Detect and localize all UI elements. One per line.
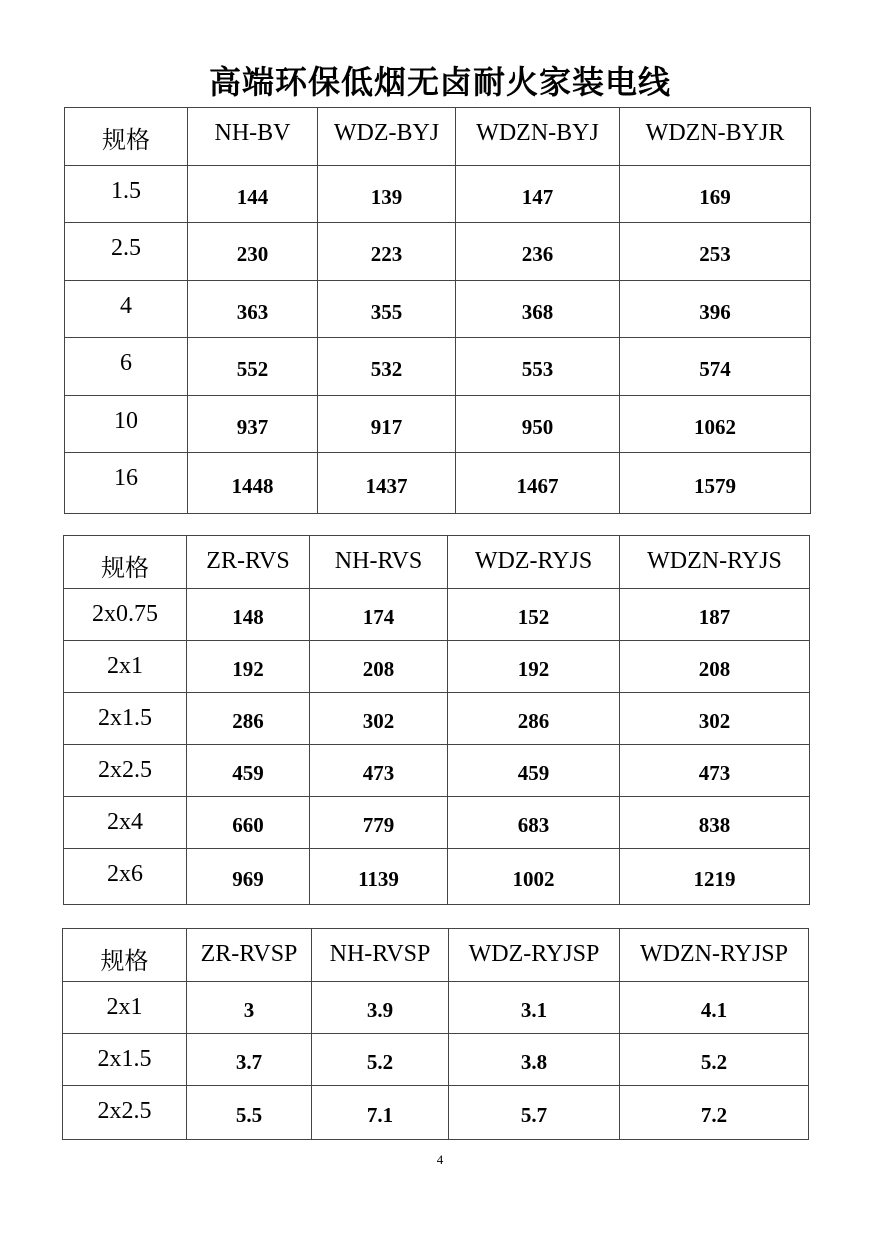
header-cell: WDZ-BYJ	[318, 108, 456, 166]
value-cell: 253	[620, 223, 811, 281]
value-cell: 779	[310, 797, 448, 849]
table-row	[64, 797, 810, 849]
value-cell: 1002	[448, 849, 620, 905]
value-cell: 459	[448, 745, 620, 797]
page-title: 高端环保低烟无卤耐火家装电线	[208, 63, 671, 101]
spec-cell: 2x2.5	[63, 1086, 187, 1140]
table-row	[65, 223, 811, 281]
value-cell: 7.1	[312, 1086, 449, 1140]
table-row	[63, 1086, 809, 1140]
table-row	[65, 338, 811, 396]
value-cell: 144	[188, 166, 318, 223]
value-cell: 917	[318, 396, 456, 453]
price-table-3	[62, 928, 809, 1140]
value-cell: 147	[456, 166, 620, 223]
price-table-1	[64, 107, 811, 514]
header-cell: WDZ-RYJSP	[449, 929, 620, 982]
table-row	[65, 396, 811, 453]
header-cell: WDZN-BYJR	[620, 108, 811, 166]
spec-cell: 2x2.5	[64, 745, 187, 797]
table-row	[64, 849, 810, 905]
value-cell: 223	[318, 223, 456, 281]
value-cell: 3.1	[449, 982, 620, 1034]
value-cell: 174	[310, 589, 448, 641]
spec-cell: 2.5	[65, 223, 188, 281]
value-cell: 368	[456, 281, 620, 338]
value-cell: 5.7	[449, 1086, 620, 1140]
value-cell: 302	[310, 693, 448, 745]
value-cell: 950	[456, 396, 620, 453]
header-cell: WDZ-RYJS	[448, 536, 620, 589]
value-cell: 286	[448, 693, 620, 745]
value-cell: 3.8	[449, 1034, 620, 1086]
table-header-row	[63, 929, 809, 982]
value-cell: 3	[187, 982, 312, 1034]
table-row	[63, 1034, 809, 1086]
value-cell: 139	[318, 166, 456, 223]
header-cell: 规格	[64, 536, 187, 589]
value-cell: 5.2	[620, 1034, 809, 1086]
table-row	[65, 453, 811, 514]
value-cell: 187	[620, 589, 810, 641]
header-cell: ZR-RVS	[187, 536, 310, 589]
spec-cell: 2x1.5	[64, 693, 187, 745]
value-cell: 4.1	[620, 982, 809, 1034]
value-cell: 396	[620, 281, 811, 338]
value-cell: 473	[310, 745, 448, 797]
spec-cell: 2x6	[64, 849, 187, 905]
value-cell: 1437	[318, 453, 456, 514]
price-table-2	[63, 535, 810, 905]
value-cell: 1579	[620, 453, 811, 514]
header-cell: WDZN-BYJ	[456, 108, 620, 166]
table-row	[63, 982, 809, 1034]
page-number: 4	[436, 1152, 444, 1167]
value-cell: 152	[448, 589, 620, 641]
value-cell: 355	[318, 281, 456, 338]
value-cell: 3.9	[312, 982, 449, 1034]
spec-cell: 2x1	[64, 641, 187, 693]
value-cell: 3.7	[187, 1034, 312, 1086]
value-cell: 236	[456, 223, 620, 281]
header-cell: 规格	[65, 108, 188, 166]
header-cell: NH-RVS	[310, 536, 448, 589]
value-cell: 552	[188, 338, 318, 396]
spec-cell: 1.5	[65, 166, 188, 223]
value-cell: 969	[187, 849, 310, 905]
spec-cell: 4	[65, 281, 188, 338]
value-cell: 230	[188, 223, 318, 281]
header-cell: ZR-RVSP	[187, 929, 312, 982]
value-cell: 937	[188, 396, 318, 453]
value-cell: 683	[448, 797, 620, 849]
table-header-row	[65, 108, 811, 166]
spec-cell: 10	[65, 396, 188, 453]
value-cell: 169	[620, 166, 811, 223]
table-row	[64, 641, 810, 693]
value-cell: 1219	[620, 849, 810, 905]
value-cell: 363	[188, 281, 318, 338]
value-cell: 1448	[188, 453, 318, 514]
table-row	[65, 166, 811, 223]
header-cell: WDZN-RYJSP	[620, 929, 809, 982]
value-cell: 532	[318, 338, 456, 396]
value-cell: 553	[456, 338, 620, 396]
value-cell: 286	[187, 693, 310, 745]
value-cell: 5.5	[187, 1086, 312, 1140]
value-cell: 838	[620, 797, 810, 849]
value-cell: 192	[187, 641, 310, 693]
spec-cell: 2x1.5	[63, 1034, 187, 1086]
value-cell: 473	[620, 745, 810, 797]
spec-cell: 16	[65, 453, 188, 514]
table-row	[64, 693, 810, 745]
header-cell: NH-RVSP	[312, 929, 449, 982]
spec-cell: 2x1	[63, 982, 187, 1034]
value-cell: 208	[310, 641, 448, 693]
value-cell: 208	[620, 641, 810, 693]
table-row	[64, 589, 810, 641]
header-cell: NH-BV	[188, 108, 318, 166]
value-cell: 660	[187, 797, 310, 849]
value-cell: 302	[620, 693, 810, 745]
spec-cell: 6	[65, 338, 188, 396]
table-row	[64, 745, 810, 797]
value-cell: 192	[448, 641, 620, 693]
header-cell: WDZN-RYJS	[620, 536, 810, 589]
value-cell: 1062	[620, 396, 811, 453]
table-row	[65, 281, 811, 338]
value-cell: 5.2	[312, 1034, 449, 1086]
value-cell: 7.2	[620, 1086, 809, 1140]
spec-cell: 2x4	[64, 797, 187, 849]
value-cell: 1467	[456, 453, 620, 514]
header-cell: 规格	[63, 929, 187, 982]
spec-cell: 2x0.75	[64, 589, 187, 641]
value-cell: 574	[620, 338, 811, 396]
value-cell: 459	[187, 745, 310, 797]
table-header-row	[64, 536, 810, 589]
value-cell: 1139	[310, 849, 448, 905]
value-cell: 148	[187, 589, 310, 641]
